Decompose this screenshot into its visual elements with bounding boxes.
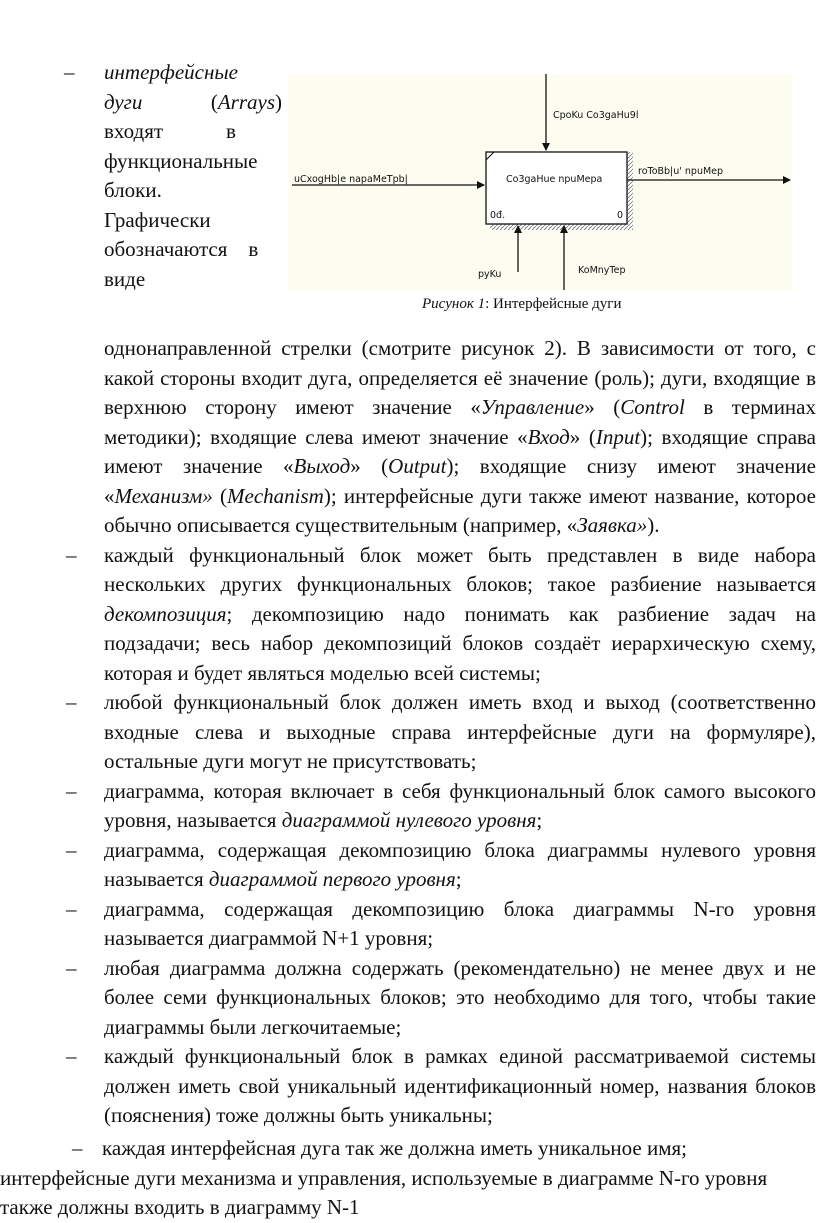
italic-run: Механизм» [114, 483, 213, 508]
list-item-text [104, 895, 816, 954]
idef0-figure [288, 74, 792, 290]
tail-line1: каждая интерфейсная дуга так же должна иметь уникальное имя; [102, 1136, 688, 1160]
caption-number: 1 [477, 296, 486, 312]
list-item [66, 895, 816, 954]
text-run: ; [536, 808, 543, 832]
tail-first-line [0, 1134, 816, 1164]
caption-word: Рисунок [422, 296, 474, 312]
text-run: входят в [104, 119, 236, 143]
italic-run: диаграммой нулевого уровня [281, 808, 537, 832]
italic-run: декомпозиция [104, 601, 227, 626]
list-item [66, 688, 816, 777]
intro-text [64, 58, 282, 294]
intro-line [104, 147, 282, 177]
bullet-dash: – [66, 778, 77, 803]
intro-line [104, 176, 282, 206]
text-run: ); входящие справа имеют значение « [104, 424, 816, 478]
list-item-text [104, 688, 816, 777]
list-item-text [104, 954, 816, 1043]
italic-run: Управление [480, 395, 585, 419]
tail-rest: интерфейсные дуги механизма и управления, используемые в диаграмме N-го уровня также должны входить в диаграмму N-1 [0, 1165, 768, 1219]
list-item [66, 954, 816, 1043]
text-run: любой функциональный блок должен иметь вход и выход (соответственно входные слева и выходные справа интерфейсные дуги на формуляре), остальные дуги могут не присутствовать; [104, 690, 816, 773]
text-run: ); входящие снизу имеют значение « [104, 454, 816, 508]
list-item [66, 836, 816, 895]
bullet-dash: – [66, 896, 77, 921]
italic-run: Mechanism [227, 483, 324, 508]
text-run: ( [212, 483, 228, 508]
intro-line [104, 206, 282, 236]
block-hatch-right [627, 152, 633, 224]
text-run: блоки. [104, 178, 162, 202]
text-run: в терминах методики); входящие слева имеют значение « [104, 395, 816, 449]
function-block [486, 152, 627, 224]
output-label: roToBb|u' npuMep [638, 166, 724, 177]
bullet-dash: – [66, 837, 77, 862]
list-item [66, 541, 816, 689]
bullet-dash: – [66, 1044, 77, 1068]
input-label: uCxogHb|e napaMeTpb| [294, 174, 408, 185]
italic-run: диаграммой первого уровня [208, 867, 456, 891]
list-item-text [104, 1042, 816, 1131]
text-run: обозначаются в [104, 237, 259, 261]
bullet-list [66, 541, 816, 1131]
text-run: каждый функциональный блок в рамках единой рассматриваемой системы должен иметь свой уникальный идентификационный номер, названия блоков (пояснения) тоже должны быть уникальны; [104, 1044, 816, 1127]
list-item [66, 777, 816, 836]
text-run: Графически [104, 207, 211, 232]
italic-run: Input [595, 424, 641, 449]
text-run: любая диаграмма должна содержать (рекомендательно) не менее двух и не более семи функциональных блоков; это необходимо для того, чтобы такие диаграммы были легкочитаемые; [104, 955, 816, 1039]
body-text [66, 334, 816, 1131]
text-run: каждый функциональный блок может быть представлен в виде набора нескольких других функциональных блоков; такое разбиение называется [104, 542, 816, 596]
text-run: » ( [569, 424, 596, 449]
italic-run: Вход [527, 424, 570, 449]
mechanism-label-right: KoMnyTep [578, 265, 626, 276]
block-hatch-bottom [490, 224, 633, 230]
italic-run: интерфейсные [104, 60, 238, 84]
list-item [66, 1042, 816, 1131]
list-item-text [104, 836, 816, 895]
intro-line [104, 117, 282, 147]
bullet-dash: – [66, 542, 77, 567]
bullet-dash: – [66, 955, 77, 980]
italic-run: Control [620, 395, 685, 419]
intro-line [104, 58, 282, 88]
intro-dash: – [64, 60, 75, 84]
tail-text [0, 1134, 816, 1223]
idef0-diagram [288, 74, 792, 290]
caption-text: : Интерфейсные дуги [485, 296, 622, 312]
block-id-right: 0 [617, 210, 624, 221]
control-label: СpoKu Co3gaHu9l [553, 110, 639, 121]
text-run: ) [275, 89, 282, 114]
mechanism-label-left: pyKu [478, 269, 502, 280]
block-id-left: 0đ. [490, 210, 506, 221]
italic-run: дуги [104, 89, 143, 114]
italic-run: Выход [293, 454, 351, 478]
text-run: однонаправленной стрелки (смотрите рисунок 2). В зависимости от того, с какой стороны входит дуга, определяется её значение (роль); дуги, входящие в верхнюю сторону имеют значение « [104, 336, 816, 419]
text-run: диаграмма, которая включает в себя функциональный блок самого высокого уровня, называется [104, 778, 816, 832]
intro-line [104, 235, 282, 265]
text-run: виде [104, 266, 146, 291]
text-run: диаграмма, содержащая декомпозицию блока диаграммы N-го уровня называется диаграммой N+1 уровня; [104, 896, 816, 950]
tail-bullet: – [72, 1136, 83, 1160]
text-run: ); интерфейсные дуги также имеют название, которое обычно описывается существительным (например, « [104, 483, 816, 537]
intro-line [104, 88, 282, 118]
text-run: » ( [584, 395, 621, 419]
text-run: » ( [350, 454, 389, 478]
block-label: Co3gaHue npuMepa [506, 174, 603, 185]
text-run: ; декомпозицию надо понимать как разбиение задач на подзадачи; весь набор декомпозиций блоков создаёт иерархическую схему, которая и будет являться моделью всей системы; [104, 601, 816, 685]
text-run: ). [647, 513, 660, 537]
italic-run: Заявка» [577, 513, 648, 537]
list-item-text [104, 777, 816, 836]
figure-caption [422, 296, 621, 313]
list-item-text [104, 541, 816, 689]
bullet-dash: – [66, 690, 77, 714]
text-run: ; [455, 867, 462, 891]
text-run: диаграмма, содержащая декомпозицию блока диаграммы нулевого уровня называется [104, 837, 816, 891]
text-run: ( [142, 89, 218, 114]
italic-run: Arrays [217, 89, 275, 114]
italic-run: Output [388, 454, 447, 478]
text-run: функциональные [104, 148, 258, 173]
intro-line [104, 265, 282, 295]
intro-column [104, 58, 282, 294]
paragraph-continuation [104, 334, 816, 541]
